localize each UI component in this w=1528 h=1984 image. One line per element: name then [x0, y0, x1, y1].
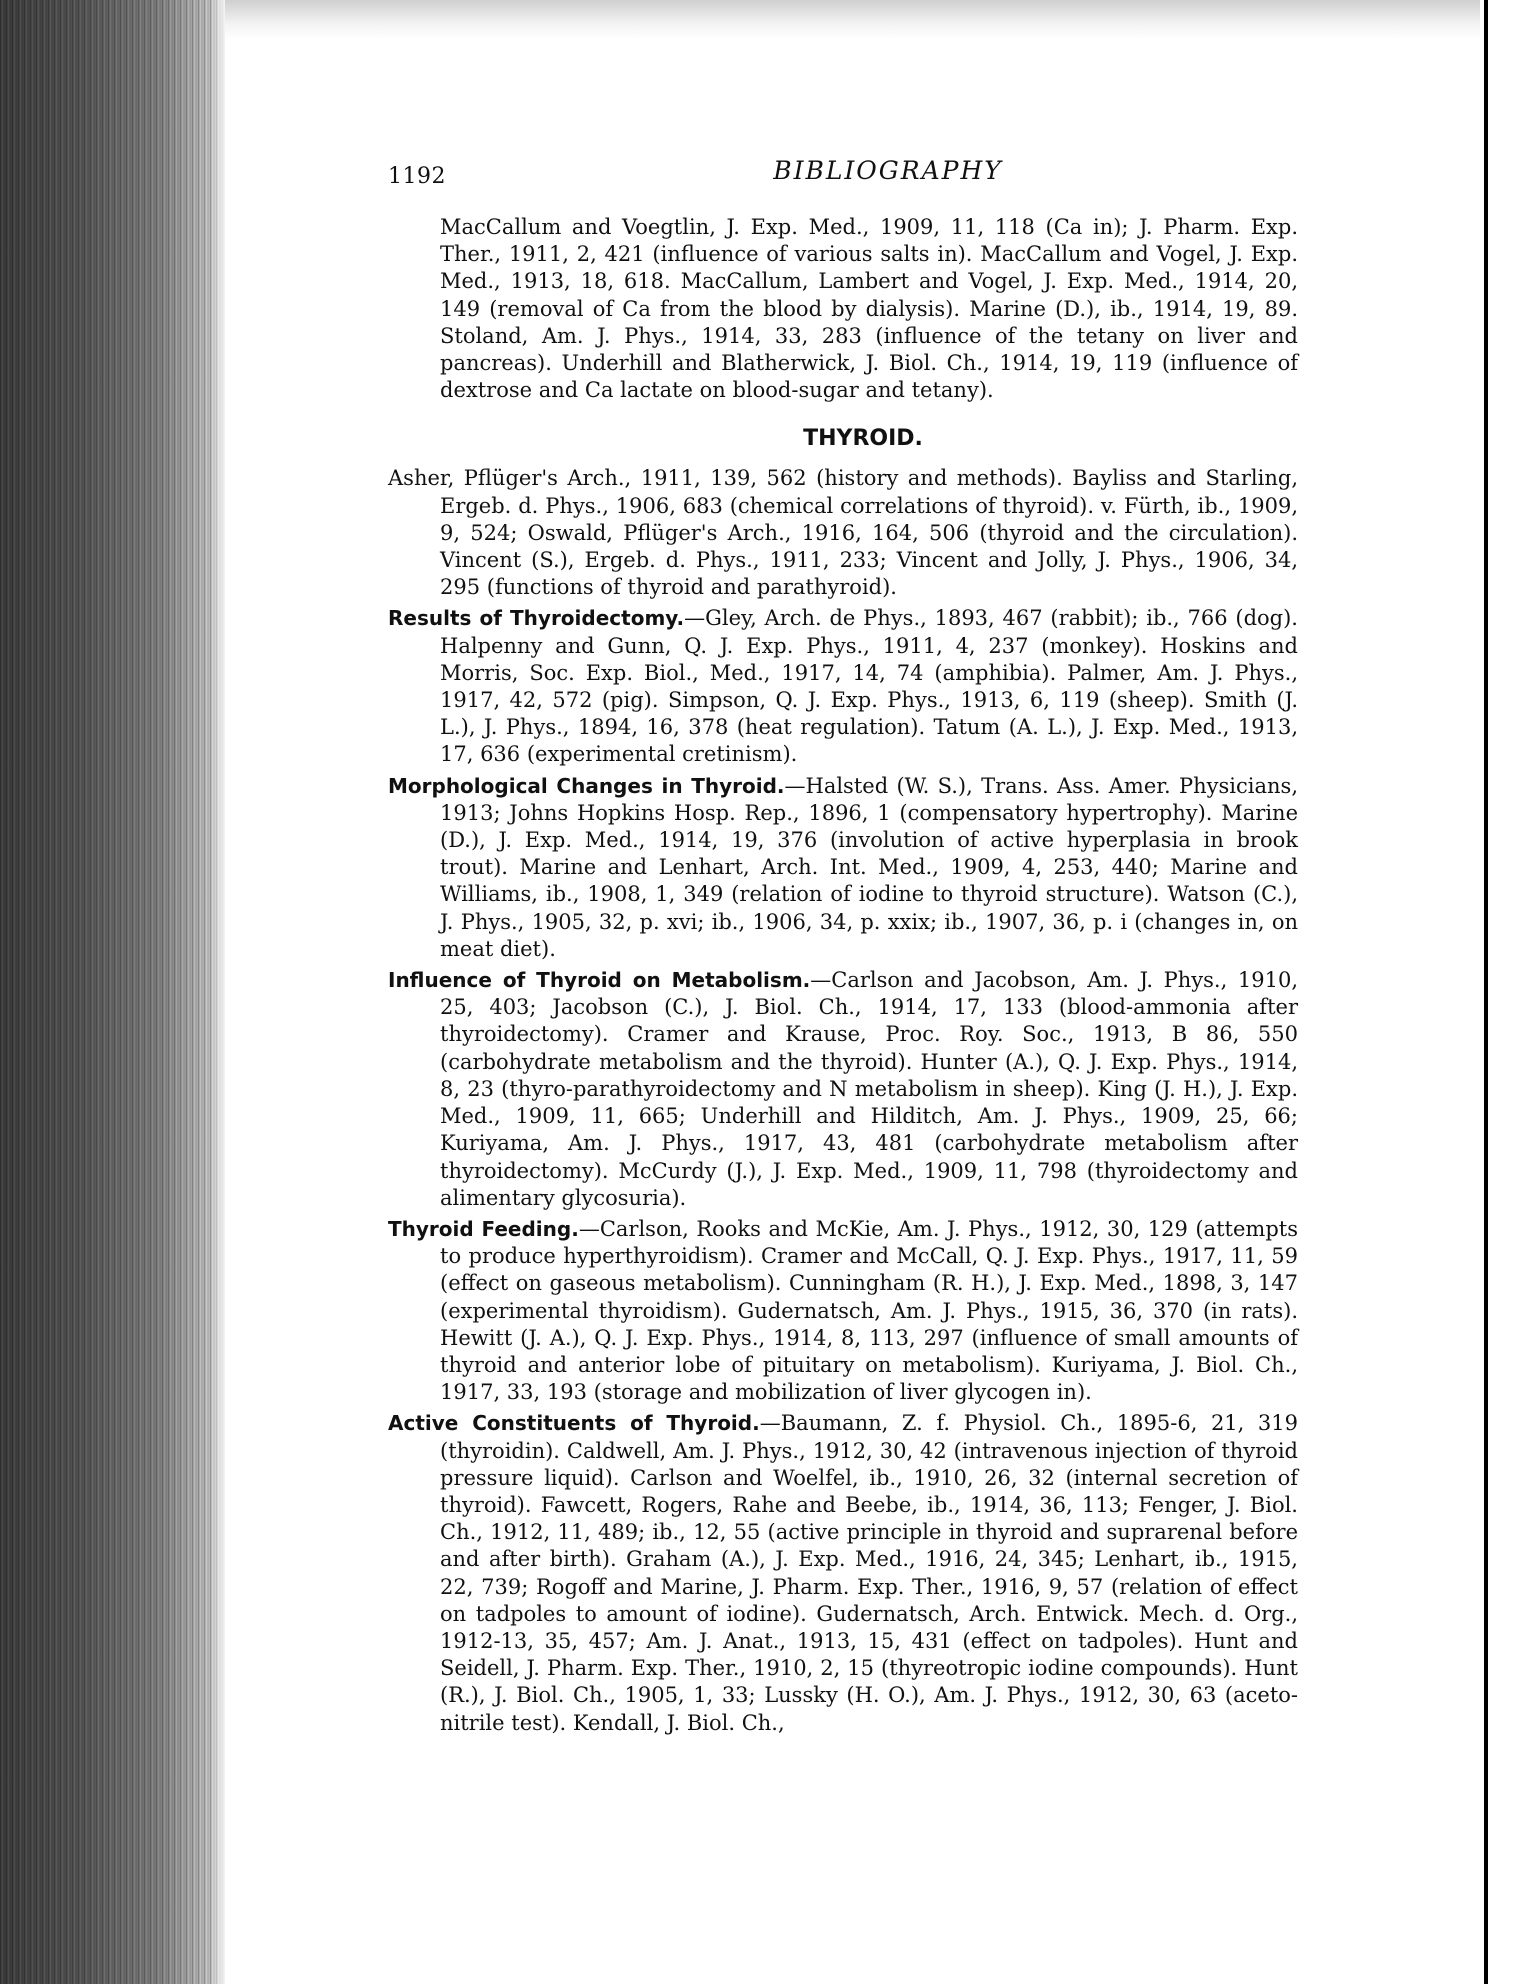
subsection-heading: Influence of Thyroid on Metabolism. [388, 968, 811, 993]
running-title: BIBLIOGRAPHY [773, 156, 1003, 185]
subsection-heading: Results of Thyroidectomy. [388, 606, 685, 631]
subsection-active-constituents [388, 1410, 1298, 1736]
subsection-morphological-changes [388, 773, 1298, 963]
subsection-text: —Gley, Arch. de Phys., 1893, 467 (rabbit); ib., 766 (dog). Halpenny and Gunn, Q. J. Exp. Phys., 1911, 4, 237 (monkey). Hoskins and Morris, Soc. Exp. Biol., Med., 1917, 14, 74 (amphibia). Palmer, Am. J. Phys., 1917, 42, 572 (pig). Simpson, Q. J. Exp. Phys., 1913, 6, 119 (sheep). Smith (J. L.), J. Phys., 1894, 16, 378 (heat regulation). Tatum (A. L.), J. Exp. Med., 1913, 17, 636 (experimental cretinism). [440, 606, 1298, 767]
subsection-heading: Active Constituents of Thyroid. [388, 1411, 760, 1436]
subsection-text: —Carlson and Jacobson, Am. J. Phys., 1910, 25, 403; Jacobson (C.), J. Biol. Ch., 1914, 17, 133 (blood-ammonia after thyroidectomy). Cramer and Krause, Proc. Roy. Soc., 1913, B 86, 550 (carbohydrate metabolism and the thyroid). Hunter (A.), Q. J. Exp. Phys., 1914, 8, 23 (thyro-parathyroidectomy and N metabolism in sheep). King (J. H.), J. Exp. Med., 1909, 11, 665; Underhill and Hilditch, Am. J. Phys., 1909, 25, 66; Kuriyama, Am. J. Phys., 1917, 43, 481 (carbohydrate metabolism after thyroidectomy). McCurdy (J.), J. Exp. Med., 1909, 11, 798 (thyroidectomy and alimentary glycosuria). [440, 968, 1298, 1210]
book-page [388, 150, 1298, 1741]
continued-bibliography-entry: MacCallum and Voegtlin, J. Exp. Med., 1909, 11, 118 (Ca in); J. Pharm. Exp. Ther., 1911, 2, 421 (influence of various salts in). MacCallum and Vogel, J. Exp. Med., 1913, 18, 618. MacCallum, Lambert and Vogel, J. Exp. Med., 1914, 20, 149 (removal of Ca from the blood by dialysis). Marine (D.), ib., 1914, 19, 89. Stoland, Am. J. Phys., 1914, 33, 283 (influence of the tetany on liver and pancreas). Underhill and Blatherwick, J. Biol. Ch., 1914, 19, 119 (influence of dextrose and Ca lactate on blood-sugar and tetany). [440, 215, 1298, 403]
running-header [388, 150, 1298, 202]
subsection-heading: Thyroid Feeding. [388, 1216, 579, 1241]
page-top-shadow [225, 0, 1485, 40]
subsection-text: —Carlson, Rooks and McKie, Am. J. Phys., 1912, 30, 129 (attempts to produce hyperthyroidism). Cramer and McCall, Q. J. Exp. Phys., 1917, 11, 59 (effect on gaseous metabolism). Cunningham (R. H.), J. Exp. Med., 1898, 3, 147 (experimental thyroidism). Gudernatsch, Am. J. Phys., 1915, 36, 370 (in rats). Hewitt (J. A.), Q. J. Exp. Phys., 1914, 8, 113, 297 (influence of small amounts of thyroid and anterior lobe of pituitary on metabolism). Kuriyama, J. Biol. Ch., 1917, 33, 193 (storage and mobilization of liver glycogen in). [440, 1216, 1298, 1405]
section-title: THYROID. [803, 426, 923, 452]
intro-bibliography-entry: Asher, Pflüger's Arch., 1911, 139, 562 (history and methods). Bayliss and Starling, Ergeb. d. Phys., 1906, 683 (chemical correlations of thyroid). v. Fürth, ib., 1909, 9, 524; Oswald, Pflüger's Arch., 1916, 164, 506 (thyroid and the circulation). Vincent (S.), Ergeb. d. Phys., 1911, 233; Vincent and Jolly, J. Phys., 1906, 34, 295 (functions of thyroid and parathyroid). [388, 466, 1298, 600]
subsection-thyroid-feeding [388, 1216, 1298, 1406]
subsection-results-of-thyroidectomy [388, 605, 1298, 768]
subsection-heading: Morphological Changes in Thyroid. [388, 773, 785, 798]
subsection-text: —Halsted (W. S.), Trans. Ass. Amer. Physicians, 1913; Johns Hopkins Hosp. Rep., 1896, 1 (compensatory hypertrophy). Marine (D.), J. Exp. Med., 1914, 19, 376 (involution of active hyperplasia in brook trout). Marine and Lenhart, Arch. Int. Med., 1909, 4, 253, 440; Marine and Williams, ib., 1908, 1, 349 (relation of iodine to thyroid structure). Watson (C.), J. Phys., 1905, 32, p. xvi; ib., 1906, 34, p. xxix; ib., 1907, 36, p. i (changes in, on meat diet). [440, 773, 1298, 961]
book-spine-edge [0, 0, 225, 1984]
subsection-text: —Baumann, Z. f. Physiol. Ch., 1895-6, 21, 319 (thyroidin). Caldwell, Am. J. Phys., 1912, 30, 42 (intravenous injection of thyroid pressure liquid). Carlson and Woelfel, ib., 1910, 26, 32 (internal secretion of thyroid). Fawcett, Rogers, Rahe and Beebe, ib., 1914, 36, 113; Fenger, J. Biol. Ch., 1912, 11, 489; ib., 12, 55 (active principle in thyroid and suprarenal before and after birth). Graham (A.), J. Exp. Med., 1916, 24, 345; Lenhart, ib., 1915, 22, 739; Rogoff and Marine, J. Pharm. Exp. Ther., 1916, 9, 57 (relation of effect on tadpoles to amount of iodine). Gudernatsch, Arch. Entwick. Mech. d. Org., 1912-13, 35, 457; Am. J. Anat., 1913, 15, 431 (effect on tadpoles). Hunt and Seidell, J. Pharm. Exp. Ther., 1910, 2, 15 (thyreotropic iodine compounds). Hunt (R.), J. Biol. Ch., 1905, 1, 33; Lussky (H. O.), Am. J. Phys., 1912, 30, 63 (aceto-nitrile test). Kendall, J. Biol. Ch., [440, 1411, 1299, 1735]
subsection-influence-on-metabolism [388, 967, 1298, 1212]
page-number: 1192 [388, 164, 446, 189]
page-right-border [1480, 0, 1528, 1984]
